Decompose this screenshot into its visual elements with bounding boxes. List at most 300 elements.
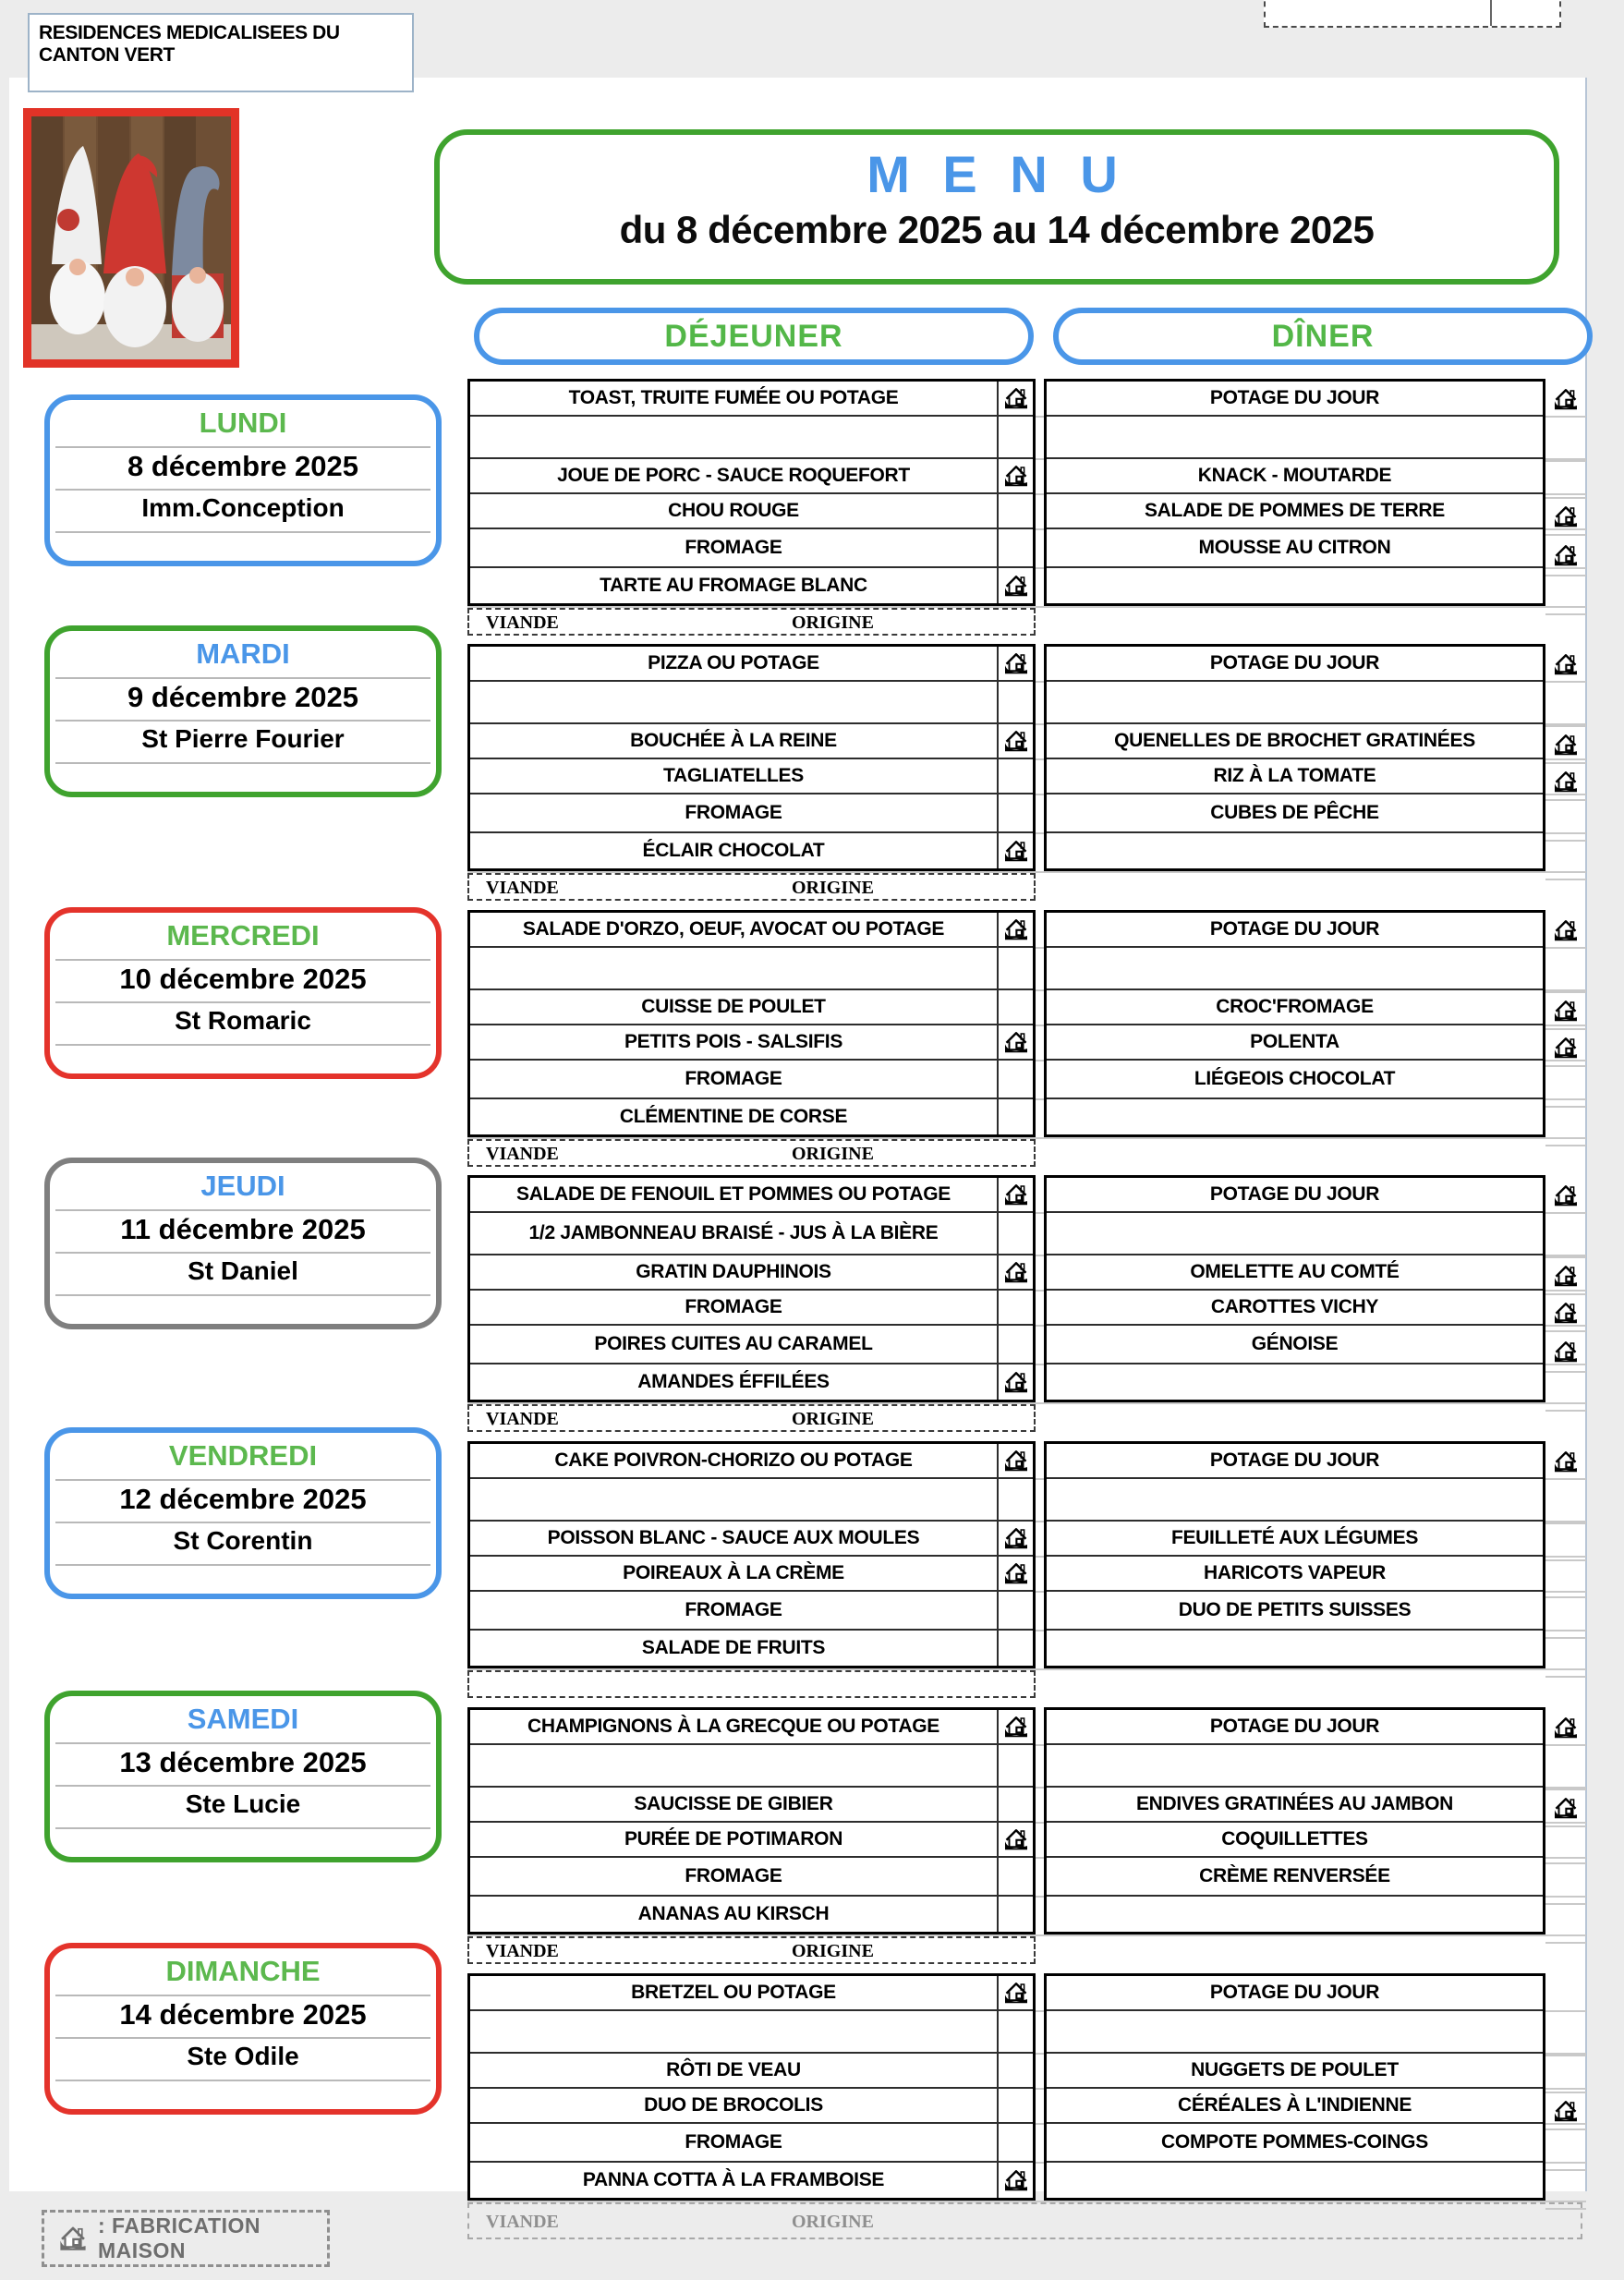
day-card-separator <box>55 1827 430 1829</box>
org-title: RESIDENCES MEDICALISEES DU CANTON VERT <box>39 22 340 66</box>
day-card-separator <box>55 1209 430 1211</box>
icon-cell-empty <box>1545 1524 1586 1561</box>
origine-label: ORIGINE <box>792 612 874 633</box>
homemade-icon <box>1545 1790 1586 1827</box>
menu-item-row <box>470 1364 1033 1400</box>
lunch-menu-box <box>467 1175 1036 1402</box>
icon-cell-empty <box>1545 1639 1586 1678</box>
day-name: MARDI <box>196 637 290 670</box>
menu-item-row <box>1047 913 1543 948</box>
origine-label: ORIGINE <box>792 2212 874 2232</box>
viande-origine-row <box>467 1936 1036 1964</box>
day-saint: St Romaric <box>175 1006 311 1035</box>
dinner-menu-box <box>1044 1175 1545 1402</box>
menu-item-row <box>1047 794 1543 833</box>
day-name: DIMANCHE <box>165 1955 321 1987</box>
icon-cell-empty <box>999 2054 1033 2087</box>
lunch-menu-box <box>467 379 1036 606</box>
homemade-icon <box>999 382 1033 415</box>
menu-item-row <box>1047 1745 1543 1788</box>
homemade-icon <box>1545 1030 1586 1067</box>
dinner-menu-item: CAROTTES VICHY <box>1210 1296 1379 1317</box>
dinner-menu-item: HARICOTS VAPEUR <box>1204 1562 1386 1583</box>
icon-cell-empty <box>1545 949 1586 993</box>
homemade-icon <box>1545 1710 1586 1746</box>
day-date: 13 décembre 2025 <box>119 1746 367 1778</box>
dinner-menu-item: KNACK - MOUTARDE <box>1197 465 1392 486</box>
day-card-separator <box>55 677 430 679</box>
menu-item-row <box>470 948 1033 990</box>
menu-item-row <box>470 1823 1033 1858</box>
menu-item-row <box>470 2124 1033 2163</box>
icon-cell-empty <box>999 2124 1033 2161</box>
menu-item-row <box>470 759 1033 794</box>
day-card-lundi <box>44 394 442 566</box>
homemade-icon <box>999 1255 1033 1289</box>
dinner-menu-item: RIZ À LA TOMATE <box>1213 765 1376 786</box>
menu-item-row <box>1047 1897 1543 1932</box>
dinner-menu-item: LIÉGEOIS CHOCOLAT <box>1194 1068 1396 1089</box>
dinner-menu-item: POTAGE DU JOUR <box>1209 652 1380 673</box>
icon-cell-empty <box>1545 2130 1586 2171</box>
day-card-separator <box>55 1564 430 1566</box>
menu-item-row <box>1047 1364 1543 1400</box>
dinner-icon-column <box>1545 1444 1586 1678</box>
menu-item-row <box>470 494 1033 529</box>
lunch-menu-item: SALADE DE FRUITS <box>470 1631 999 1666</box>
dinner-menu-item: COQUILLETTES <box>1221 1828 1368 1849</box>
menu-item-row <box>1047 494 1543 529</box>
day-saint: Ste Lucie <box>185 1789 301 1818</box>
viande-origine-row <box>467 2202 1582 2239</box>
homemade-icon <box>1545 499 1586 536</box>
dinner-menu-item: POTAGE DU JOUR <box>1209 1716 1380 1737</box>
dinner-menu-item: POTAGE DU JOUR <box>1209 1183 1380 1205</box>
day-name: VENDREDI <box>168 1439 318 1472</box>
homemade-icon <box>999 1178 1033 1211</box>
icon-cell-empty <box>999 1479 1033 1520</box>
homemade-icon <box>999 724 1033 758</box>
icon-cell-empty <box>999 1213 1033 1254</box>
menu-item-row <box>1047 1592 1543 1631</box>
homemade-legend <box>42 2210 330 2267</box>
homemade-icon <box>1545 382 1586 418</box>
menu-item-row <box>1047 759 1543 794</box>
menu-item-row <box>1047 1788 1543 1823</box>
lunch-menu-item <box>470 1745 999 1786</box>
menu-item-row <box>1047 1255 1543 1291</box>
lunch-menu-item: CLÉMENTINE DE CORSE <box>470 1099 999 1134</box>
icon-cell-empty <box>999 1631 1033 1666</box>
lunch-menu-item: BRETZEL OU POTAGE <box>470 1976 999 2009</box>
dinner-icon-column <box>1545 1178 1586 1412</box>
menu-item-row <box>1047 2011 1543 2054</box>
icon-cell-empty <box>1545 842 1586 880</box>
menu-item-row <box>470 647 1033 682</box>
homemade-icon <box>999 1557 1033 1590</box>
menu-item-row <box>470 1745 1033 1788</box>
icon-cell-empty <box>999 1061 1033 1098</box>
icon-cell-empty <box>1545 576 1586 615</box>
lunch-menu-item: CHAMPIGNONS À LA GRECQUE OU POTAGE <box>470 1710 999 1743</box>
menu-item-row <box>1047 1823 1543 1858</box>
icon-cell-empty <box>1545 1480 1586 1524</box>
lunch-menu-item: DUO DE BROCOLIS <box>470 2089 999 2122</box>
icon-cell-empty <box>999 1745 1033 1786</box>
menu-item-row <box>470 529 1033 568</box>
viande-label: VIANDE <box>486 2212 559 2232</box>
lunch-menu-item: TOAST, TRUITE FUMÉE OU POTAGE <box>470 382 999 415</box>
day-date: 12 décembre 2025 <box>119 1483 367 1515</box>
icon-cell-empty <box>999 1099 1033 1134</box>
lunch-menu-item <box>470 2011 999 2052</box>
icon-cell-empty <box>999 2089 1033 2122</box>
menu-item-row <box>470 1631 1033 1666</box>
day-card-separator <box>55 2037 430 2039</box>
homemade-icon <box>1545 647 1586 683</box>
menu-item-row <box>470 1444 1033 1479</box>
menu-item-row <box>1047 459 1543 494</box>
day-name: JEUDI <box>200 1170 285 1202</box>
menu-item-row <box>470 1291 1033 1326</box>
org-title-box <box>28 13 414 92</box>
day-name: LUNDI <box>199 406 287 439</box>
icon-cell-empty <box>1545 1746 1586 1790</box>
homemade-icon <box>1545 913 1586 949</box>
lunch-menu-item: BOUCHÉE À LA REINE <box>470 724 999 758</box>
lunch-menu-item: FROMAGE <box>470 1858 999 1895</box>
lunch-menu-item: POIREAUX À LA CRÈME <box>470 1557 999 1590</box>
homemade-icon <box>999 1025 1033 1059</box>
homemade-house-icon <box>57 2223 89 2254</box>
dinner-menu-item: GÉNOISE <box>1251 1333 1339 1354</box>
menu-header-box <box>434 129 1559 285</box>
lunch-menu-item: FROMAGE <box>470 529 999 566</box>
menu-item-row <box>470 2054 1033 2089</box>
cutoff-dashed-box-divider <box>1490 0 1492 26</box>
homemade-icon <box>999 1976 1033 2009</box>
viande-label: VIANDE <box>486 878 559 898</box>
menu-item-row <box>1047 529 1543 568</box>
dinner-menu-item: CRÈME RENVERSÉE <box>1199 1865 1390 1886</box>
lunch-menu-item: POIRES CUITES AU CARAMEL <box>470 1326 999 1363</box>
dinner-menu-item: POTAGE DU JOUR <box>1209 387 1380 408</box>
menu-item-row <box>470 724 1033 759</box>
viande-label: VIANDE <box>486 612 559 633</box>
lunch-menu-item: RÔTI DE VEAU <box>470 2054 999 2087</box>
dinner-menu-item <box>1047 1099 1543 1134</box>
menu-item-row <box>470 382 1033 417</box>
homemade-icon <box>1545 1444 1586 1480</box>
lunch-menu-item: ÉCLAIR CHOCOLAT <box>470 833 999 868</box>
icon-cell-empty <box>999 759 1033 793</box>
dinner-menu-box <box>1044 910 1545 1137</box>
menu-item-row <box>1047 2124 1543 2163</box>
menu-item-row <box>470 1710 1033 1745</box>
menu-item-row <box>470 2011 1033 2054</box>
menu-item-row <box>1047 990 1543 1025</box>
icon-cell-empty <box>999 990 1033 1024</box>
dinner-menu-item: FEUILLETÉ AUX LÉGUMES <box>1170 1527 1419 1548</box>
lunch-menu-item: FROMAGE <box>470 1061 999 1098</box>
menu-item-row <box>1047 1976 1543 2011</box>
dinner-menu-item: OMELETTE AU COMTÉ <box>1190 1261 1400 1282</box>
menu-item-row <box>470 1061 1033 1099</box>
icon-cell-empty <box>999 794 1033 831</box>
day-card-separator <box>55 1252 430 1254</box>
homemade-icon <box>1545 727 1586 764</box>
dinner-menu-item <box>1047 1745 1543 1786</box>
menu-item-row <box>470 1479 1033 1522</box>
menu-item-row <box>1047 1061 1543 1099</box>
dinner-column-header: DÎNER <box>1053 308 1593 365</box>
dinner-menu-box <box>1044 1441 1545 1668</box>
menu-item-row <box>1047 833 1543 868</box>
day-card-separator <box>55 959 430 961</box>
lunch-menu-box <box>467 910 1036 1137</box>
day-card-mercredi <box>44 907 442 1079</box>
dinner-menu-item <box>1047 948 1543 988</box>
menu-item-row <box>1047 1444 1543 1479</box>
menu-item-row <box>1047 1291 1543 1326</box>
menu-item-row <box>1047 1099 1543 1134</box>
day-date: 9 décembre 2025 <box>127 681 358 713</box>
homemade-icon <box>1545 1178 1586 1214</box>
menu-title: M E N U <box>867 145 1127 203</box>
homemade-icon <box>1545 2093 1586 2130</box>
day-card-separator <box>55 531 430 533</box>
menu-item-row <box>470 833 1033 868</box>
homemade-icon <box>999 1710 1033 1743</box>
homemade-icon <box>999 913 1033 946</box>
menu-item-row <box>470 2089 1033 2124</box>
icon-cell-empty <box>999 1326 1033 1363</box>
day-card-jeudi <box>44 1158 442 1329</box>
viande-label: VIANDE <box>486 1941 559 1961</box>
menu-item-row <box>1047 1710 1543 1745</box>
homemade-icon <box>999 459 1033 492</box>
viande-label: VIANDE <box>486 1409 559 1429</box>
dinner-menu-item: NUGGETS DE POULET <box>1191 2059 1399 2080</box>
icon-cell-empty <box>1545 683 1586 727</box>
origine-label: ORIGINE <box>792 1409 874 1429</box>
lunch-menu-item: FROMAGE <box>470 1291 999 1324</box>
menu-item-row <box>470 913 1033 948</box>
menu-item-row <box>470 1025 1033 1061</box>
icon-cell-empty <box>1545 1976 1586 2012</box>
menu-item-row <box>470 794 1033 833</box>
dinner-menu-item: CUBES DE PÊCHE <box>1210 802 1379 823</box>
menu-item-row <box>1047 1178 1543 1213</box>
dinner-menu-item: CROC'FROMAGE <box>1216 996 1374 1017</box>
day-name: MERCREDI <box>166 919 320 952</box>
lunch-menu-item: POISSON BLANC - SAUCE AUX MOULES <box>470 1522 999 1555</box>
lunch-menu-item: FROMAGE <box>470 794 999 831</box>
menu-item-row <box>1047 1557 1543 1592</box>
homemade-icon <box>999 647 1033 680</box>
lunch-menu-item: SALADE D'ORZO, OEUF, AVOCAT OU POTAGE <box>470 913 999 946</box>
menu-item-row <box>470 1897 1033 1932</box>
day-card-separator <box>55 1522 430 1523</box>
icon-cell-empty <box>999 948 1033 988</box>
day-date: 14 décembre 2025 <box>119 1998 367 2031</box>
dinner-icon-column <box>1545 647 1586 880</box>
icon-cell-empty <box>1545 801 1586 842</box>
menu-item-row <box>470 1178 1033 1213</box>
icon-cell-empty <box>999 1858 1033 1895</box>
day-card-separator <box>55 1742 430 1744</box>
day-card-separator <box>55 1044 430 1046</box>
day-card-separator <box>55 1294 430 1296</box>
dinner-menu-item: POLENTA <box>1250 1031 1339 1052</box>
icon-cell-empty <box>1545 2012 1586 2056</box>
viande-origine-row <box>467 1139 1036 1167</box>
menu-item-row <box>1047 2089 1543 2124</box>
lunch-menu-item <box>470 682 999 722</box>
day-card-separator <box>55 2080 430 2081</box>
lunch-menu-box <box>467 1973 1036 2201</box>
menu-item-row <box>1047 948 1543 990</box>
icon-cell-empty <box>999 494 1033 528</box>
icon-cell-empty <box>999 417 1033 457</box>
lunch-menu-item: AMANDES ÉFFILÉES <box>470 1364 999 1400</box>
menu-item-row <box>470 2163 1033 2198</box>
lunch-menu-box <box>467 644 1036 871</box>
dinner-menu-item: POTAGE DU JOUR <box>1209 918 1380 940</box>
dinner-menu-item: DUO DE PETITS SUISSES <box>1178 1599 1412 1620</box>
day-card-dimanche <box>44 1943 442 2115</box>
icon-cell-empty <box>1545 1373 1586 1412</box>
icon-cell-empty <box>999 1291 1033 1324</box>
dinner-menu-item <box>1047 2163 1543 2198</box>
menu-item-row <box>1047 2054 1543 2089</box>
icon-cell-empty <box>999 1592 1033 1629</box>
dinner-icon-column <box>1545 1976 1586 2210</box>
viande-origine-row <box>467 1670 1036 1698</box>
icon-cell-empty <box>1545 462 1586 499</box>
viande-origine-row <box>467 1404 1036 1432</box>
day-date: 8 décembre 2025 <box>127 450 358 482</box>
dinner-menu-item <box>1047 1631 1543 1666</box>
cutoff-dashed-box <box>1264 0 1561 28</box>
lunch-menu-item: SAUCISSE DE GIBIER <box>470 1788 999 1821</box>
menu-item-row <box>470 1326 1033 1364</box>
lunch-menu-item: JOUE DE PORC - SAUCE ROQUEFORT <box>470 459 999 492</box>
lunch-menu-item: SALADE DE FENOUIL ET POMMES OU POTAGE <box>470 1178 999 1211</box>
dinner-menu-item: ENDIVES GRATINÉES AU JAMBON <box>1135 1793 1454 1814</box>
menu-item-row <box>470 1858 1033 1897</box>
dinner-icon-column <box>1545 382 1586 615</box>
menu-item-row <box>470 1213 1033 1255</box>
dinner-menu-box <box>1044 1707 1545 1934</box>
day-saint: Ste Odile <box>187 2042 299 2070</box>
gnomes-illustration <box>31 116 231 359</box>
day-card-separator <box>55 762 430 764</box>
lunch-menu-item: GRATIN DAUPHINOIS <box>470 1255 999 1289</box>
lunch-menu-item: CUISSE DE POULET <box>470 990 999 1024</box>
homemade-icon <box>999 568 1033 603</box>
lunch-menu-item <box>470 417 999 457</box>
homemade-icon <box>999 833 1033 868</box>
menu-item-row <box>470 1255 1033 1291</box>
day-name: SAMEDI <box>187 1703 299 1735</box>
lunch-menu-item: TAGLIATELLES <box>470 759 999 793</box>
menu-item-row <box>1047 2163 1543 2198</box>
homemade-icon <box>1545 1332 1586 1373</box>
lunch-menu-item <box>470 1479 999 1520</box>
icon-cell-empty <box>1545 1108 1586 1146</box>
dinner-menu-item <box>1047 1897 1543 1932</box>
dinner-icon-column <box>1545 1710 1586 1944</box>
day-date: 11 décembre 2025 <box>120 1213 366 1245</box>
lunch-menu-item: TARTE AU FROMAGE BLANC <box>470 568 999 603</box>
dinner-menu-item <box>1047 1364 1543 1400</box>
dinner-menu-box <box>1044 379 1545 606</box>
menu-item-row <box>470 990 1033 1025</box>
homemade-legend-label: : FABRICATION MAISON <box>98 2213 261 2262</box>
dinner-menu-item: POTAGE DU JOUR <box>1209 1982 1380 2003</box>
day-saint: St Corentin <box>173 1526 313 1555</box>
icon-cell-empty <box>999 682 1033 722</box>
homemade-icon <box>999 1444 1033 1477</box>
menu-item-row <box>1047 1631 1543 1666</box>
menu-item-row <box>470 459 1033 494</box>
gnomes-photo <box>23 108 239 368</box>
menu-item-row <box>470 1557 1033 1592</box>
lunch-menu-item: 1/2 JAMBONNEAU BRAISÉ - JUS À LA BIÈRE <box>470 1213 999 1254</box>
menu-item-row <box>1047 724 1543 759</box>
dinner-menu-item: COMPOTE POMMES-COINGS <box>1161 2131 1428 2153</box>
lunch-menu-box <box>467 1707 1036 1934</box>
homemade-icon <box>1545 1258 1586 1295</box>
lunch-menu-item: ANANAS AU KIRSCH <box>470 1897 999 1932</box>
homemade-icon <box>1545 1295 1586 1332</box>
lunch-menu-item: PURÉE DE POTIMARON <box>470 1823 999 1856</box>
lunch-menu-item: FROMAGE <box>470 2124 999 2161</box>
icon-cell-empty <box>1545 1864 1586 1905</box>
icon-cell-empty <box>999 1897 1033 1932</box>
menu-item-row <box>1047 382 1543 417</box>
icon-cell-empty <box>1545 1827 1586 1864</box>
dinner-menu-item <box>1047 568 1543 603</box>
homemade-icon <box>999 1364 1033 1400</box>
day-date: 10 décembre 2025 <box>119 963 367 995</box>
menu-item-row <box>470 417 1033 459</box>
menu-item-row <box>470 682 1033 724</box>
menu-item-row <box>1047 417 1543 459</box>
dinner-menu-item <box>1047 2011 1543 2052</box>
icon-cell-empty <box>999 1788 1033 1821</box>
menu-item-row <box>1047 1213 1543 1255</box>
menu-item-row <box>470 1976 1033 2011</box>
dinner-menu-item <box>1047 833 1543 868</box>
day-card-separator <box>55 1995 430 1996</box>
homemade-icon <box>1545 993 1586 1030</box>
icon-cell-empty <box>1545 418 1586 462</box>
day-card-vendredi <box>44 1427 442 1599</box>
day-card-separator <box>55 446 430 448</box>
dinner-menu-item: MOUSSE AU CITRON <box>1198 537 1391 558</box>
homemade-icon <box>999 2163 1033 2198</box>
viande-origine-row <box>467 873 1036 901</box>
origine-label: ORIGINE <box>792 878 874 898</box>
homemade-icon <box>1545 764 1586 801</box>
lunch-menu-item: CHOU ROUGE <box>470 494 999 528</box>
menu-item-row <box>1047 568 1543 603</box>
dinner-menu-item: CÉRÉALES À L'INDIENNE <box>1177 2094 1412 2116</box>
homemade-icon <box>999 1522 1033 1555</box>
dinner-menu-item: POTAGE DU JOUR <box>1209 1449 1380 1471</box>
